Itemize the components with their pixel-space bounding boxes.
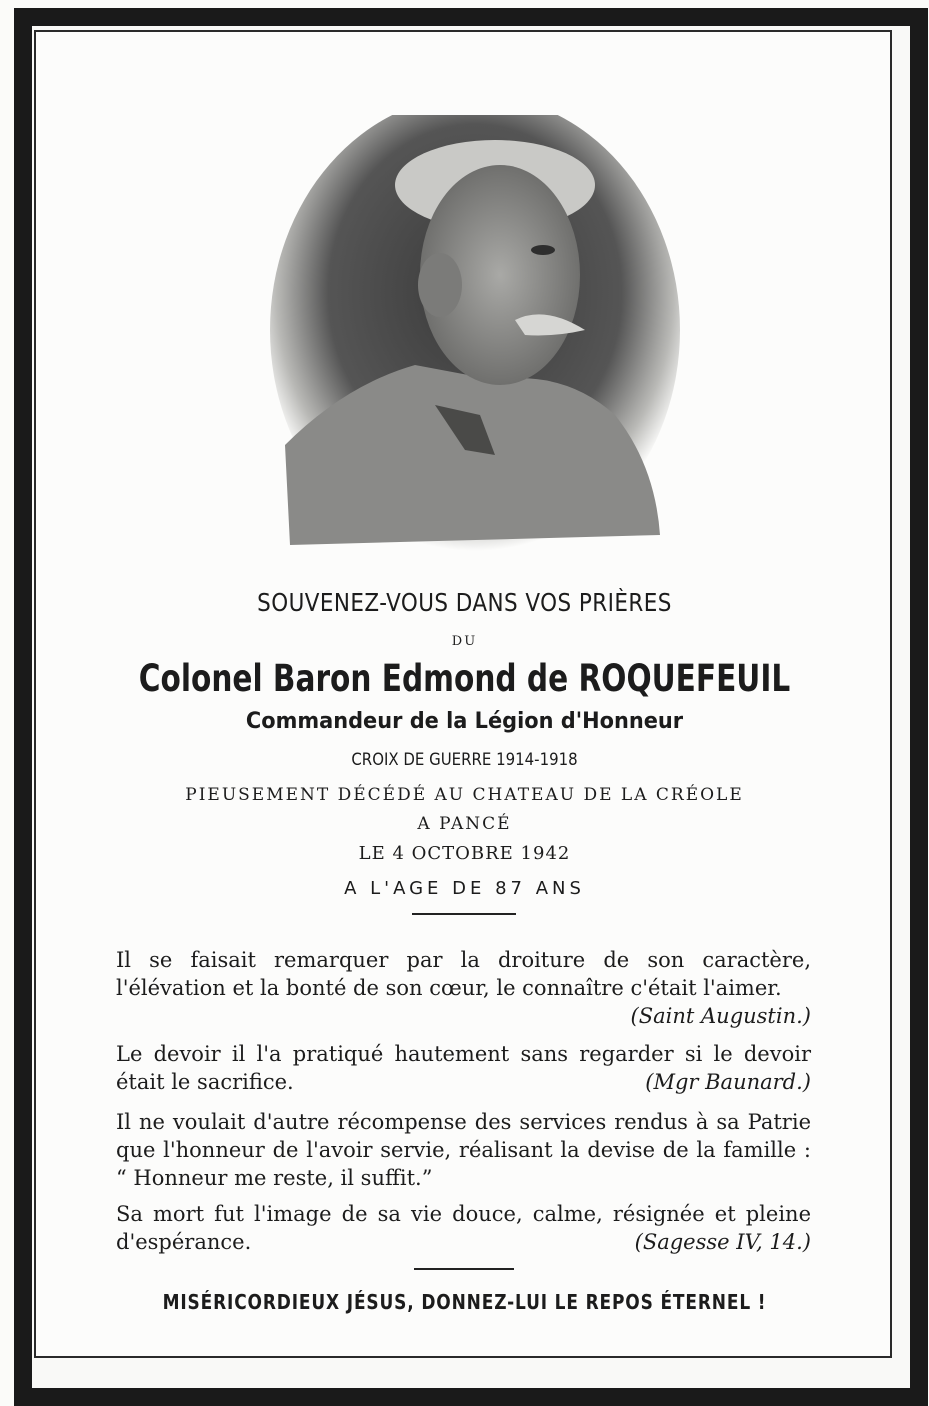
portrait-photo — [265, 115, 685, 585]
death-date: LE 4 OCTOBRE 1942 — [358, 843, 571, 864]
remember-heading: SOUVENEZ-VOUS DANS VOS PRIÈRES — [257, 588, 672, 617]
paragraph-text: Sa mort fut l'image de sa vie douce, calme, résignée et pleine d'espérance. — [116, 1202, 811, 1254]
paragraph-2 — [116, 1040, 811, 1096]
citation: (Saint Augustin.) — [630, 1004, 811, 1028]
divider-rule-top — [412, 913, 516, 915]
citation: (Mgr Baunard.) — [645, 1070, 811, 1094]
citation: (Sagesse IV, 14.) — [634, 1230, 811, 1254]
du-label: DU — [451, 634, 478, 649]
paragraph-3 — [116, 1108, 811, 1192]
town-line: A PANCÉ — [417, 814, 512, 834]
death-place-line: PIEUSEMENT DÉCÉDÉ AU CHATEAU DE LA CRÉOLE — [185, 785, 744, 805]
closing-prayer: MISÉRICORDIEUX JÉSUS, DONNEZ-LUI LE REPOS ÉTERNEL ! — [162, 1290, 767, 1314]
deceased-name: Colonel Baron Edmond de ROQUEFEUIL — [138, 657, 791, 700]
honor-title: Commandeur de la Légion d'Honneur — [245, 709, 684, 734]
paragraph-text: Le devoir il l'a pratiqué hautement sans regarder si le devoir était le sacrifice. — [116, 1042, 811, 1094]
paragraph-text: Il ne voulait d'autre récompense des services rendus à sa Patrie que l'honneur de l'avoir servie, réalisant la devise de la famille : “ Honneur me reste, il suffit.” — [116, 1110, 811, 1190]
paragraph-text: Il se faisait remarquer par la droiture de son caractère, l'élévation et la bonté de son cœur, le connaître c'était l'aimer. — [116, 948, 811, 1000]
age-line: A L'AGE DE 87 ANS — [344, 878, 585, 899]
divider-rule-bottom — [414, 1268, 514, 1270]
paragraph-1 — [116, 946, 811, 1030]
paragraph-4 — [116, 1200, 811, 1256]
decoration-line: CROIX DE GUERRE 1914-1918 — [351, 750, 578, 770]
